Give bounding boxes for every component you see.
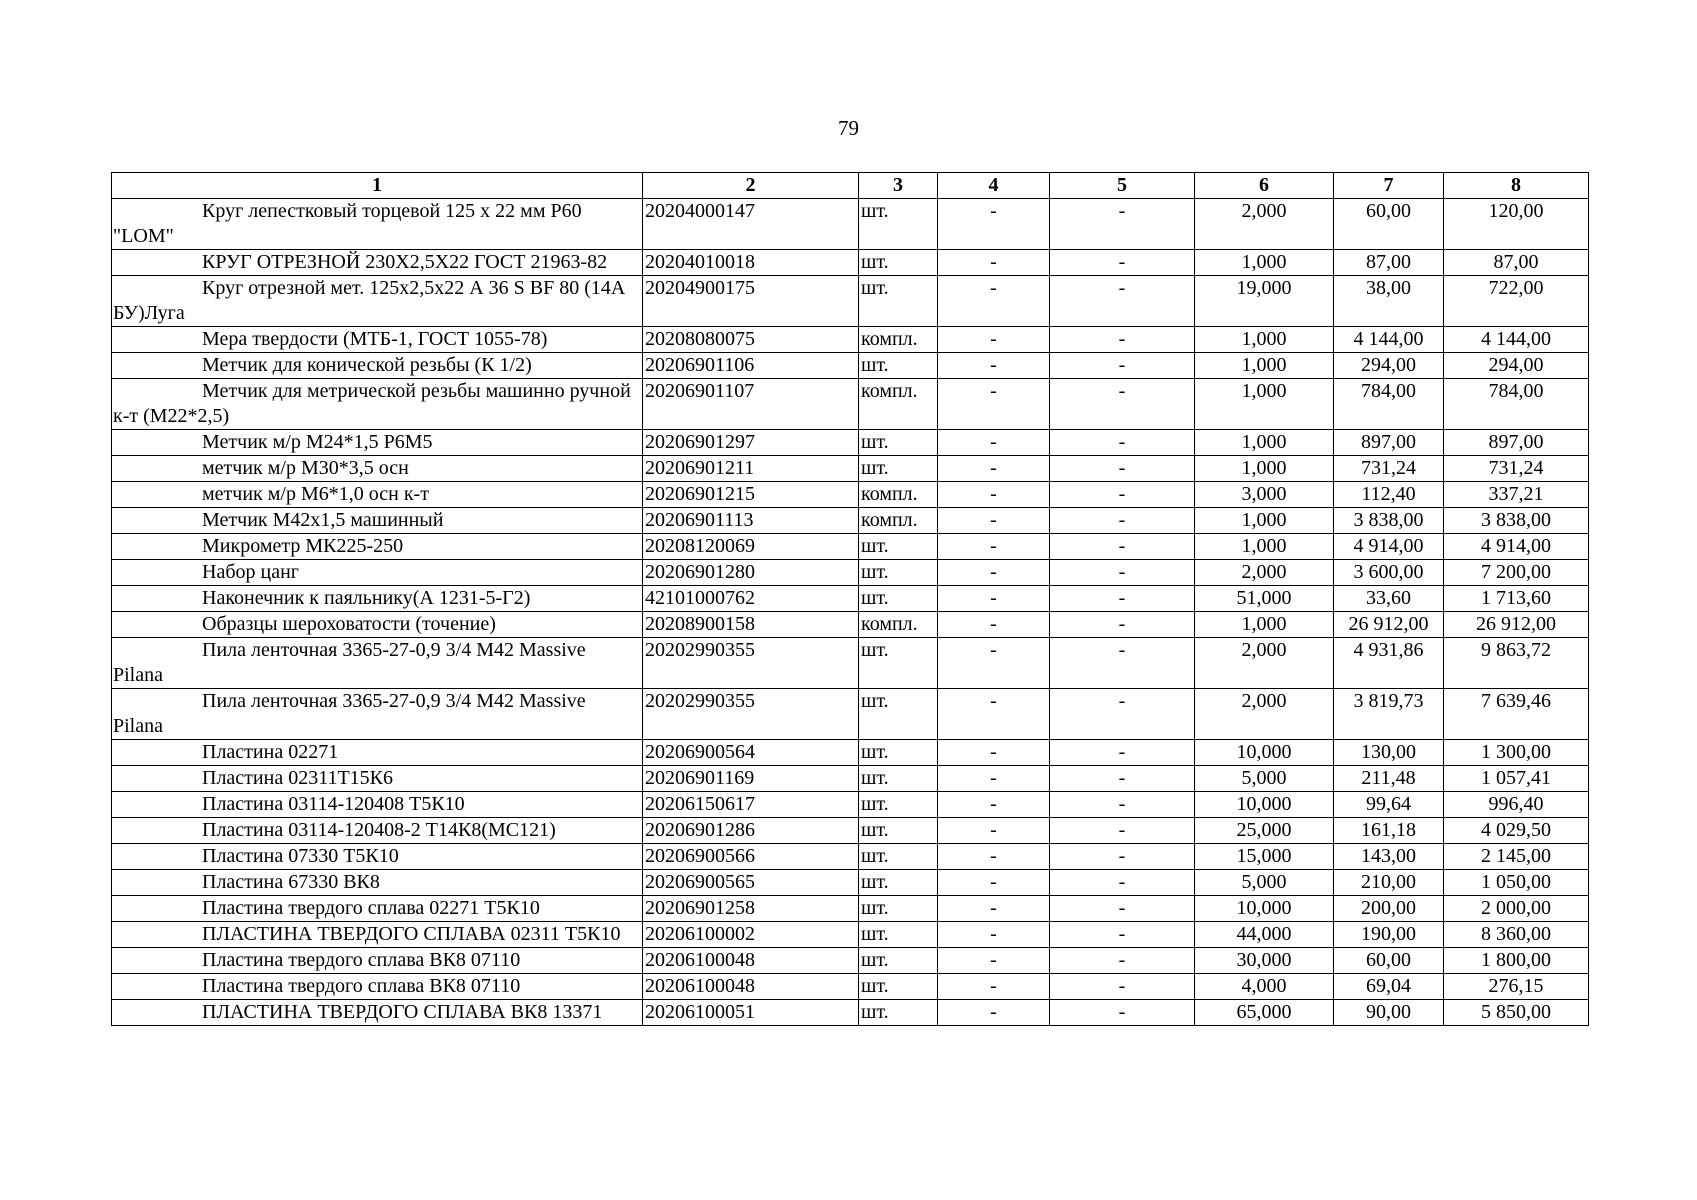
sum-cell: 3 838,00 [1444, 508, 1589, 534]
table-row [112, 896, 1589, 922]
column-5-cell: - [1050, 276, 1195, 327]
sum-cell: 4 914,00 [1444, 534, 1589, 560]
price-cell: 99,64 [1334, 792, 1444, 818]
price-cell: 4 914,00 [1334, 534, 1444, 560]
quantity-cell: 1,000 [1195, 353, 1334, 379]
sum-cell: 87,00 [1444, 250, 1589, 276]
item-name-cell: Круг отрезной мет. 125х2,5х22 А 36 S BF 80 (14А БУ)Луга [112, 276, 643, 327]
table-row [112, 844, 1589, 870]
column-5-cell: - [1050, 922, 1195, 948]
sum-cell: 1 057,41 [1444, 766, 1589, 792]
price-cell: 211,48 [1334, 766, 1444, 792]
quantity-cell: 10,000 [1195, 740, 1334, 766]
table-row [112, 353, 1589, 379]
unit-cell: шт. [859, 948, 938, 974]
table-row [112, 250, 1589, 276]
quantity-cell: 10,000 [1195, 896, 1334, 922]
column-header: 3 [859, 173, 938, 199]
item-code-cell: 20206150617 [643, 792, 859, 818]
price-cell: 294,00 [1334, 353, 1444, 379]
table-row [112, 612, 1589, 638]
price-cell: 87,00 [1334, 250, 1444, 276]
unit-cell: шт. [859, 199, 938, 250]
table-row [112, 534, 1589, 560]
column-5-cell: - [1050, 586, 1195, 612]
sum-cell: 1 800,00 [1444, 948, 1589, 974]
unit-cell: шт. [859, 974, 938, 1000]
column-5-cell: - [1050, 740, 1195, 766]
item-name-cell: метчик м/р М6*1,0 осн к-т [112, 482, 643, 508]
column-5-cell: - [1050, 638, 1195, 689]
table-body [112, 199, 1589, 1026]
column-header: 1 [112, 173, 643, 199]
unit-cell: компл. [859, 327, 938, 353]
table-row [112, 199, 1589, 250]
column-4-cell: - [938, 508, 1050, 534]
page-number: 79 [838, 116, 859, 140]
price-cell: 90,00 [1334, 1000, 1444, 1026]
column-5-cell: - [1050, 560, 1195, 586]
column-5-cell: - [1050, 327, 1195, 353]
sum-cell: 1 713,60 [1444, 586, 1589, 612]
item-code-cell: 20206901297 [643, 430, 859, 456]
sum-cell: 2 145,00 [1444, 844, 1589, 870]
item-code-cell: 20206901258 [643, 896, 859, 922]
sum-cell: 5 850,00 [1444, 1000, 1589, 1026]
item-code-cell: 20208120069 [643, 534, 859, 560]
item-code-cell: 20204900175 [643, 276, 859, 327]
column-5-cell: - [1050, 456, 1195, 482]
sum-cell: 2 000,00 [1444, 896, 1589, 922]
price-cell: 4 931,86 [1334, 638, 1444, 689]
quantity-cell: 2,000 [1195, 689, 1334, 740]
sum-cell: 1 300,00 [1444, 740, 1589, 766]
item-code-cell: 20206901286 [643, 818, 859, 844]
quantity-cell: 2,000 [1195, 638, 1334, 689]
table-row [112, 638, 1589, 689]
quantity-cell: 4,000 [1195, 974, 1334, 1000]
price-cell: 3 600,00 [1334, 560, 1444, 586]
table-row [112, 430, 1589, 456]
column-4-cell: - [938, 896, 1050, 922]
item-name-cell: Набор цанг [112, 560, 643, 586]
price-cell: 69,04 [1334, 974, 1444, 1000]
item-name-cell: ПЛАСТИНА ТВЕРДОГО СПЛАВА ВК8 13371 [112, 1000, 643, 1026]
item-name-cell: Пластина 02311Т15К6 [112, 766, 643, 792]
column-4-cell: - [938, 482, 1050, 508]
item-code-cell: 20206901280 [643, 560, 859, 586]
item-name-cell: КРУГ ОТРЕЗНОЙ 230Х2,5Х22 ГОСТ 21963-82 [112, 250, 643, 276]
quantity-cell: 1,000 [1195, 250, 1334, 276]
column-5-cell: - [1050, 818, 1195, 844]
price-cell: 210,00 [1334, 870, 1444, 896]
column-4-cell: - [938, 1000, 1050, 1026]
table-row [112, 818, 1589, 844]
unit-cell: шт. [859, 818, 938, 844]
table-row [112, 948, 1589, 974]
column-header: 4 [938, 173, 1050, 199]
column-4-cell: - [938, 948, 1050, 974]
unit-cell: шт. [859, 638, 938, 689]
table-row [112, 276, 1589, 327]
column-4-cell: - [938, 534, 1050, 560]
price-cell: 60,00 [1334, 948, 1444, 974]
column-header: 7 [1334, 173, 1444, 199]
table-row [112, 1000, 1589, 1026]
item-code-cell: 20202990355 [643, 638, 859, 689]
quantity-cell: 2,000 [1195, 560, 1334, 586]
item-code-cell: 20204010018 [643, 250, 859, 276]
column-4-cell: - [938, 430, 1050, 456]
price-cell: 3 819,73 [1334, 689, 1444, 740]
column-4-cell: - [938, 379, 1050, 430]
item-code-cell: 20206100048 [643, 974, 859, 1000]
column-4-cell: - [938, 586, 1050, 612]
price-cell: 130,00 [1334, 740, 1444, 766]
quantity-cell: 25,000 [1195, 818, 1334, 844]
column-4-cell: - [938, 818, 1050, 844]
price-cell: 784,00 [1334, 379, 1444, 430]
price-cell: 38,00 [1334, 276, 1444, 327]
unit-cell: шт. [859, 586, 938, 612]
table-row [112, 482, 1589, 508]
sum-cell: 722,00 [1444, 276, 1589, 327]
unit-cell: шт. [859, 430, 938, 456]
quantity-cell: 1,000 [1195, 612, 1334, 638]
price-cell: 26 912,00 [1334, 612, 1444, 638]
column-4-cell: - [938, 870, 1050, 896]
item-code-cell: 20206901169 [643, 766, 859, 792]
column-5-cell: - [1050, 430, 1195, 456]
table-row [112, 508, 1589, 534]
item-name-cell: Пластина 03114-120408-2 Т14К8(МС121) [112, 818, 643, 844]
item-name-cell: Пила ленточная 3365-27-0,9 3/4 М42 Massive Pilana [112, 689, 643, 740]
item-name-cell: Пластина твердого сплава ВК8 07110 [112, 948, 643, 974]
item-name-cell: Метчик М42х1,5 машинный [112, 508, 643, 534]
item-code-cell: 20206900565 [643, 870, 859, 896]
column-4-cell: - [938, 199, 1050, 250]
column-4-cell: - [938, 560, 1050, 586]
quantity-cell: 15,000 [1195, 844, 1334, 870]
column-5-cell: - [1050, 250, 1195, 276]
column-5-cell: - [1050, 948, 1195, 974]
column-4-cell: - [938, 922, 1050, 948]
column-4-cell: - [938, 974, 1050, 1000]
table-row [112, 740, 1589, 766]
quantity-cell: 10,000 [1195, 792, 1334, 818]
unit-cell: компл. [859, 379, 938, 430]
inventory-table [111, 172, 1589, 1026]
item-code-cell: 20206900566 [643, 844, 859, 870]
item-name-cell: Пила ленточная 3365-27-0,9 3/4 М42 Massive Pilana [112, 638, 643, 689]
quantity-cell: 1,000 [1195, 379, 1334, 430]
column-5-cell: - [1050, 896, 1195, 922]
item-name-cell: метчик м/р М30*3,5 осн [112, 456, 643, 482]
unit-cell: компл. [859, 482, 938, 508]
unit-cell: шт. [859, 844, 938, 870]
column-4-cell: - [938, 276, 1050, 327]
quantity-cell: 65,000 [1195, 1000, 1334, 1026]
price-cell: 60,00 [1334, 199, 1444, 250]
quantity-cell: 51,000 [1195, 586, 1334, 612]
table-row [112, 560, 1589, 586]
table-row [112, 792, 1589, 818]
item-name-cell: Пластина твердого сплава 02271 Т5К10 [112, 896, 643, 922]
quantity-cell: 3,000 [1195, 482, 1334, 508]
table-row [112, 689, 1589, 740]
quantity-cell: 1,000 [1195, 456, 1334, 482]
table-row [112, 766, 1589, 792]
item-code-cell: 20206901106 [643, 353, 859, 379]
item-name-cell: Пластина 03114-120408 Т5К10 [112, 792, 643, 818]
sum-cell: 7 200,00 [1444, 560, 1589, 586]
column-4-cell: - [938, 612, 1050, 638]
price-cell: 200,00 [1334, 896, 1444, 922]
column-5-cell: - [1050, 379, 1195, 430]
sum-cell: 9 863,72 [1444, 638, 1589, 689]
sum-cell: 4 144,00 [1444, 327, 1589, 353]
sum-cell: 996,40 [1444, 792, 1589, 818]
unit-cell: шт. [859, 1000, 938, 1026]
column-5-cell: - [1050, 353, 1195, 379]
unit-cell: шт. [859, 353, 938, 379]
sum-cell: 26 912,00 [1444, 612, 1589, 638]
item-name-cell: Наконечник к паяльнику(А 1231-5-Г2) [112, 586, 643, 612]
sum-cell: 731,24 [1444, 456, 1589, 482]
item-code-cell: 20206900564 [643, 740, 859, 766]
column-4-cell: - [938, 766, 1050, 792]
quantity-cell: 5,000 [1195, 870, 1334, 896]
column-5-cell: - [1050, 689, 1195, 740]
price-cell: 190,00 [1334, 922, 1444, 948]
item-code-cell: 20206100048 [643, 948, 859, 974]
column-5-cell: - [1050, 199, 1195, 250]
column-5-cell: - [1050, 974, 1195, 1000]
column-4-cell: - [938, 792, 1050, 818]
price-cell: 731,24 [1334, 456, 1444, 482]
unit-cell: компл. [859, 612, 938, 638]
unit-cell: компл. [859, 508, 938, 534]
column-4-cell: - [938, 844, 1050, 870]
unit-cell: шт. [859, 456, 938, 482]
item-name-cell: Круг лепестковый торцевой 125 х 22 мм Р60 "LOM" [112, 199, 643, 250]
unit-cell: шт. [859, 250, 938, 276]
item-code-cell: 20206901215 [643, 482, 859, 508]
item-code-cell: 20206901211 [643, 456, 859, 482]
item-code-cell: 20206901113 [643, 508, 859, 534]
price-cell: 33,60 [1334, 586, 1444, 612]
unit-cell: шт. [859, 792, 938, 818]
price-cell: 4 144,00 [1334, 327, 1444, 353]
column-4-cell: - [938, 327, 1050, 353]
table-row [112, 456, 1589, 482]
column-header: 5 [1050, 173, 1195, 199]
unit-cell: шт. [859, 276, 938, 327]
column-5-cell: - [1050, 534, 1195, 560]
column-5-cell: - [1050, 792, 1195, 818]
price-cell: 3 838,00 [1334, 508, 1444, 534]
quantity-cell: 1,000 [1195, 327, 1334, 353]
sum-cell: 120,00 [1444, 199, 1589, 250]
column-5-cell: - [1050, 1000, 1195, 1026]
item-name-cell: ПЛАСТИНА ТВЕРДОГО СПЛАВА 02311 Т5К10 [112, 922, 643, 948]
column-5-cell: - [1050, 508, 1195, 534]
sum-cell: 8 360,00 [1444, 922, 1589, 948]
header-row [112, 173, 1589, 199]
unit-cell: шт. [859, 689, 938, 740]
sum-cell: 337,21 [1444, 482, 1589, 508]
quantity-cell: 19,000 [1195, 276, 1334, 327]
price-cell: 897,00 [1334, 430, 1444, 456]
quantity-cell: 5,000 [1195, 766, 1334, 792]
item-name-cell: Пластина 02271 [112, 740, 643, 766]
sum-cell: 1 050,00 [1444, 870, 1589, 896]
item-name-cell: Метчик для конической резьбы (К 1/2) [112, 353, 643, 379]
sum-cell: 897,00 [1444, 430, 1589, 456]
column-4-cell: - [938, 740, 1050, 766]
column-4-cell: - [938, 638, 1050, 689]
item-name-cell: Пластина 67330 ВК8 [112, 870, 643, 896]
quantity-cell: 2,000 [1195, 199, 1334, 250]
column-4-cell: - [938, 353, 1050, 379]
item-code-cell: 20204000147 [643, 199, 859, 250]
item-name-cell: Пластина 07330 Т5К10 [112, 844, 643, 870]
quantity-cell: 1,000 [1195, 430, 1334, 456]
sum-cell: 276,15 [1444, 974, 1589, 1000]
column-header: 2 [643, 173, 859, 199]
column-5-cell: - [1050, 766, 1195, 792]
price-cell: 143,00 [1334, 844, 1444, 870]
unit-cell: шт. [859, 870, 938, 896]
item-code-cell: 20208080075 [643, 327, 859, 353]
unit-cell: шт. [859, 766, 938, 792]
column-header: 6 [1195, 173, 1334, 199]
table-row [112, 586, 1589, 612]
sum-cell: 7 639,46 [1444, 689, 1589, 740]
unit-cell: шт. [859, 560, 938, 586]
column-5-cell: - [1050, 870, 1195, 896]
column-5-cell: - [1050, 612, 1195, 638]
price-cell: 161,18 [1334, 818, 1444, 844]
price-cell: 112,40 [1334, 482, 1444, 508]
quantity-cell: 1,000 [1195, 508, 1334, 534]
table-row [112, 327, 1589, 353]
unit-cell: шт. [859, 740, 938, 766]
table-row [112, 974, 1589, 1000]
quantity-cell: 1,000 [1195, 534, 1334, 560]
unit-cell: шт. [859, 896, 938, 922]
quantity-cell: 30,000 [1195, 948, 1334, 974]
item-code-cell: 20208900158 [643, 612, 859, 638]
item-code-cell: 20206901107 [643, 379, 859, 430]
table-row [112, 922, 1589, 948]
column-4-cell: - [938, 689, 1050, 740]
item-name-cell: Пластина твердого сплава ВК8 07110 [112, 974, 643, 1000]
item-name-cell: Образцы шероховатости (точение) [112, 612, 643, 638]
item-name-cell: Метчик м/р М24*1,5 Р6М5 [112, 430, 643, 456]
column-header: 8 [1444, 173, 1589, 199]
column-4-cell: - [938, 456, 1050, 482]
item-code-cell: 20202990355 [643, 689, 859, 740]
item-name-cell: Метчик для метрической резьбы машинно ручной к-т (М22*2,5) [112, 379, 643, 430]
item-name-cell: Мера твердости (МТБ-1, ГОСТ 1055-78) [112, 327, 643, 353]
column-4-cell: - [938, 250, 1050, 276]
table-row [112, 379, 1589, 430]
table-row [112, 870, 1589, 896]
unit-cell: шт. [859, 534, 938, 560]
sum-cell: 784,00 [1444, 379, 1589, 430]
item-code-cell: 20206100002 [643, 922, 859, 948]
item-code-cell: 42101000762 [643, 586, 859, 612]
sum-cell: 294,00 [1444, 353, 1589, 379]
quantity-cell: 44,000 [1195, 922, 1334, 948]
column-5-cell: - [1050, 482, 1195, 508]
column-5-cell: - [1050, 844, 1195, 870]
item-name-cell: Микрометр МК225-250 [112, 534, 643, 560]
item-code-cell: 20206100051 [643, 1000, 859, 1026]
unit-cell: шт. [859, 922, 938, 948]
table-header [112, 173, 1589, 199]
sum-cell: 4 029,50 [1444, 818, 1589, 844]
